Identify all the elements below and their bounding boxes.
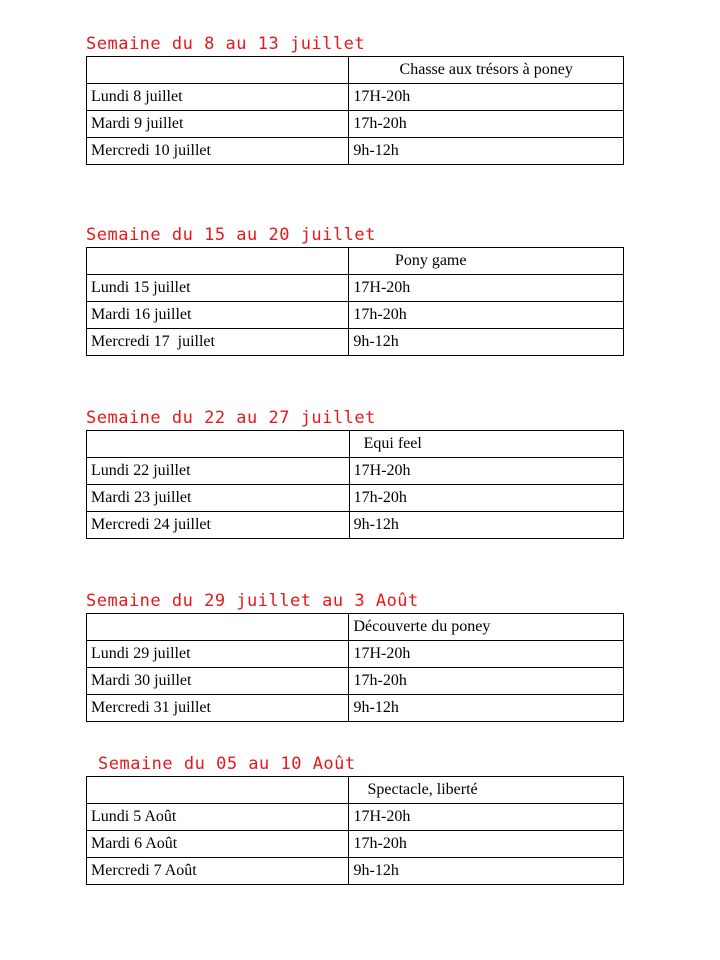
table-row [87, 512, 624, 539]
table-header-row [87, 57, 624, 84]
time-cell: 9h-12h [349, 512, 623, 539]
schedule-table [86, 613, 624, 722]
table-header-row [87, 248, 624, 275]
table-row [87, 138, 624, 165]
time-cell: 9h-12h [349, 858, 624, 885]
activity-name: Découverte du poney [349, 614, 624, 641]
header-empty-cell [87, 614, 349, 641]
table-row [87, 804, 624, 831]
table-row [87, 858, 624, 885]
time-cell: 9h-12h [349, 138, 624, 165]
time-cell: 9h-12h [349, 329, 624, 356]
schedule-table [86, 776, 624, 885]
week-title: Semaine du 15 au 20 juillet [86, 225, 376, 245]
time-cell: 17H-20h [349, 275, 624, 302]
schedule-table [86, 56, 624, 165]
table-row [87, 302, 624, 329]
day-cell: Lundi 22 juillet [87, 458, 350, 485]
header-empty-cell [87, 248, 349, 275]
day-cell: Lundi 8 juillet [87, 84, 349, 111]
time-cell: 17h-20h [349, 485, 623, 512]
time-cell: 17h-20h [349, 111, 624, 138]
week-title: Semaine du 05 au 10 Août [98, 754, 356, 774]
time-cell: 9h-12h [349, 695, 624, 722]
table-row [87, 275, 624, 302]
table-row [87, 329, 624, 356]
time-cell: 17H-20h [349, 641, 624, 668]
header-empty-cell [87, 777, 349, 804]
week-title: Semaine du 8 au 13 juillet [86, 34, 366, 54]
time-cell: 17h-20h [349, 668, 624, 695]
table-row [87, 641, 624, 668]
table-row [87, 84, 624, 111]
time-cell: 17H-20h [349, 804, 624, 831]
week-title: Semaine du 29 juillet au 3 Août [86, 591, 419, 611]
time-cell: 17h-20h [349, 302, 624, 329]
day-cell: Mercredi 7 Août [87, 858, 349, 885]
day-cell: Mercredi 17 juillet [87, 329, 349, 356]
table-header-row [87, 614, 624, 641]
table-row [87, 831, 624, 858]
day-cell: Mercredi 24 juillet [87, 512, 350, 539]
day-cell: Mardi 6 Août [87, 831, 349, 858]
table-header-row [87, 777, 624, 804]
table-header-row [87, 431, 624, 458]
table-row [87, 695, 624, 722]
time-cell: 17H-20h [349, 84, 624, 111]
schedule-table [86, 247, 624, 356]
activity-name: Pony game [349, 248, 624, 275]
day-cell: Lundi 29 juillet [87, 641, 349, 668]
day-cell: Mardi 30 juillet [87, 668, 349, 695]
header-empty-cell [87, 57, 349, 84]
activity-name: Spectacle, liberté [349, 777, 624, 804]
schedule-table [86, 430, 624, 539]
header-empty-cell [87, 431, 350, 458]
table-row [87, 458, 624, 485]
day-cell: Mardi 9 juillet [87, 111, 349, 138]
day-cell: Lundi 15 juillet [87, 275, 349, 302]
activity-name: Equi feel [349, 431, 623, 458]
week-title: Semaine du 22 au 27 juillet [86, 408, 376, 428]
day-cell: Mercredi 31 juillet [87, 695, 349, 722]
table-row [87, 111, 624, 138]
day-cell: Lundi 5 Août [87, 804, 349, 831]
table-row [87, 485, 624, 512]
time-cell: 17h-20h [349, 831, 624, 858]
day-cell: Mardi 16 juillet [87, 302, 349, 329]
table-row [87, 668, 624, 695]
day-cell: Mardi 23 juillet [87, 485, 350, 512]
day-cell: Mercredi 10 juillet [87, 138, 349, 165]
activity-name: Chasse aux trésors à poney [349, 57, 624, 84]
time-cell: 17H-20h [349, 458, 623, 485]
